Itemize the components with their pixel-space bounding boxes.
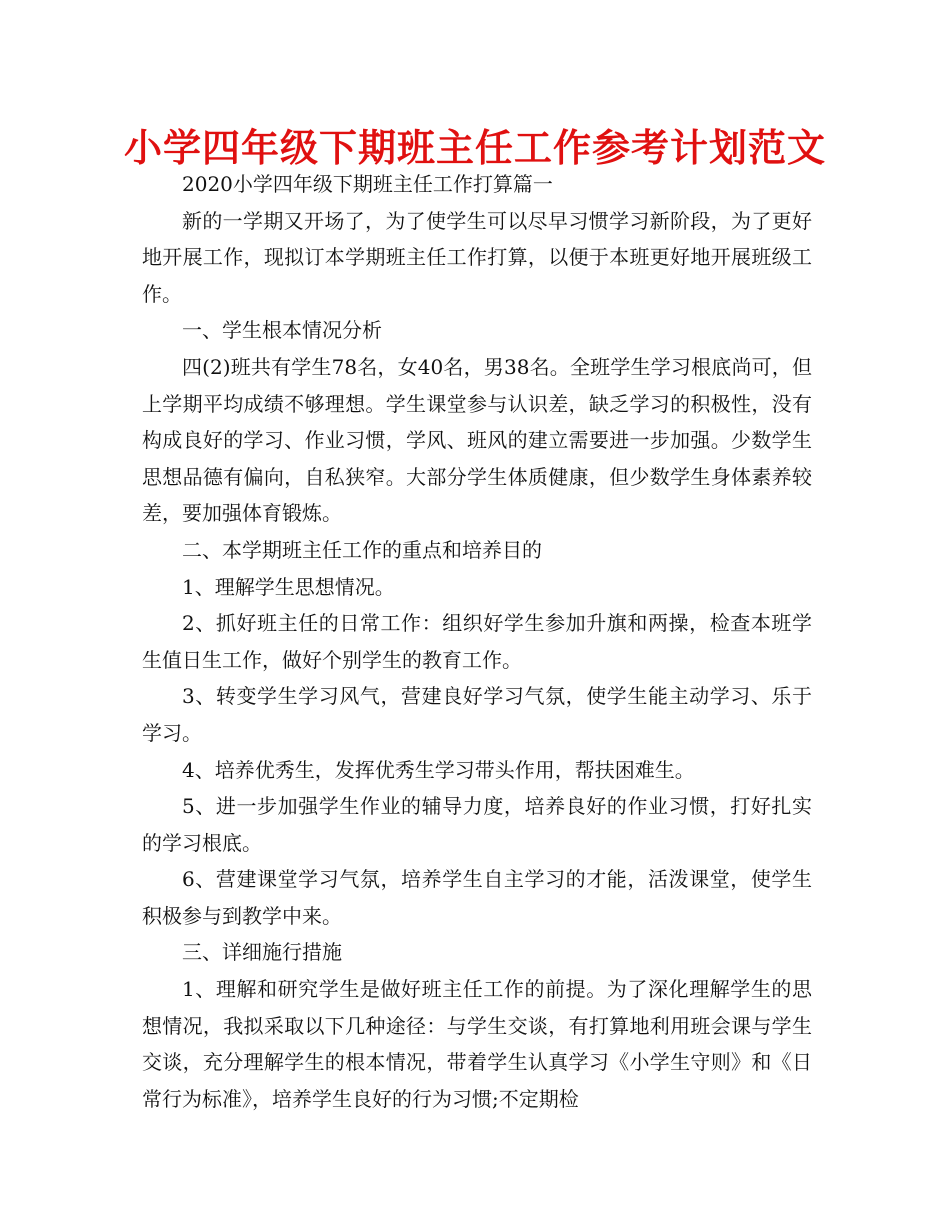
document-body: [142, 166, 812, 1117]
section-heading-2: 二、本学期班主任工作的重点和培养目的: [182, 537, 542, 562]
goal-item-4: 4、培养优秀生，发挥优秀生学习带头作用，帮扶困难生。: [182, 757, 695, 782]
goal-item-5: 5、进一步加强学生作业的辅导力度，培养良好的作业习惯，打好扎实的学习根底。: [142, 794, 812, 855]
subtitle-paragraph: 2020小学四年级下期班主任工作打算篇一: [182, 172, 553, 196]
goal-item-3: 3、转变学生学习风气，营建良好学习气氛，使学生能主动学习、乐于学习。: [142, 684, 812, 745]
goal-item-1: 1、理解学生思想情况。: [182, 574, 395, 599]
section-heading-3: 三、详细施行措施: [182, 940, 342, 965]
document-title: 小学四年级下期班主任工作参考计划范文: [123, 126, 826, 170]
goal-item-6: 6、营建课堂学习气氛，培养学生自主学习的才能，活泼课堂，使学生积极参与到教学中来。: [142, 867, 812, 928]
measure-item-1: 1、理解和研究学生是做好班主任工作的前提。为了深化理解学生的思想情况，我拟采取以下几种途径：与学生交谈，有打算地利用班会课与学生交谈，充分理解学生的根本情况，带着学生认真学习《小学生守则》和《日常行为标准》，培养学生良好的行为习惯;不定期检: [142, 977, 812, 1111]
goal-item-2: 2、抓好班主任的日常工作：组织好学生参加升旗和两操，检查本班学生值日生工作，做好个别学生的教育工作。: [142, 611, 812, 672]
intro-paragraph: 新的一学期又开场了，为了使学生可以尽早习惯学习新阶段，为了更好地开展工作，现拟订本学期班主任工作打算，以便于本班更好地开展班级工作。: [142, 208, 812, 306]
student-analysis-paragraph: 四(2)班共有学生78名，女40名，男38名。全班学生学习根底尚可，但上学期平均成绩不够理想。学生课堂参与认识差，缺乏学习的积极性，没有构成良好的学习、作业习惯，学风、班风的建立需要进一步加强。少数学生思想品德有偏向，自私狭窄。大部分学生体质健康，但少数学生身体素养较差，要加强体育锻炼。: [142, 354, 812, 526]
section-heading-1: 一、学生根本情况分析: [182, 318, 382, 343]
